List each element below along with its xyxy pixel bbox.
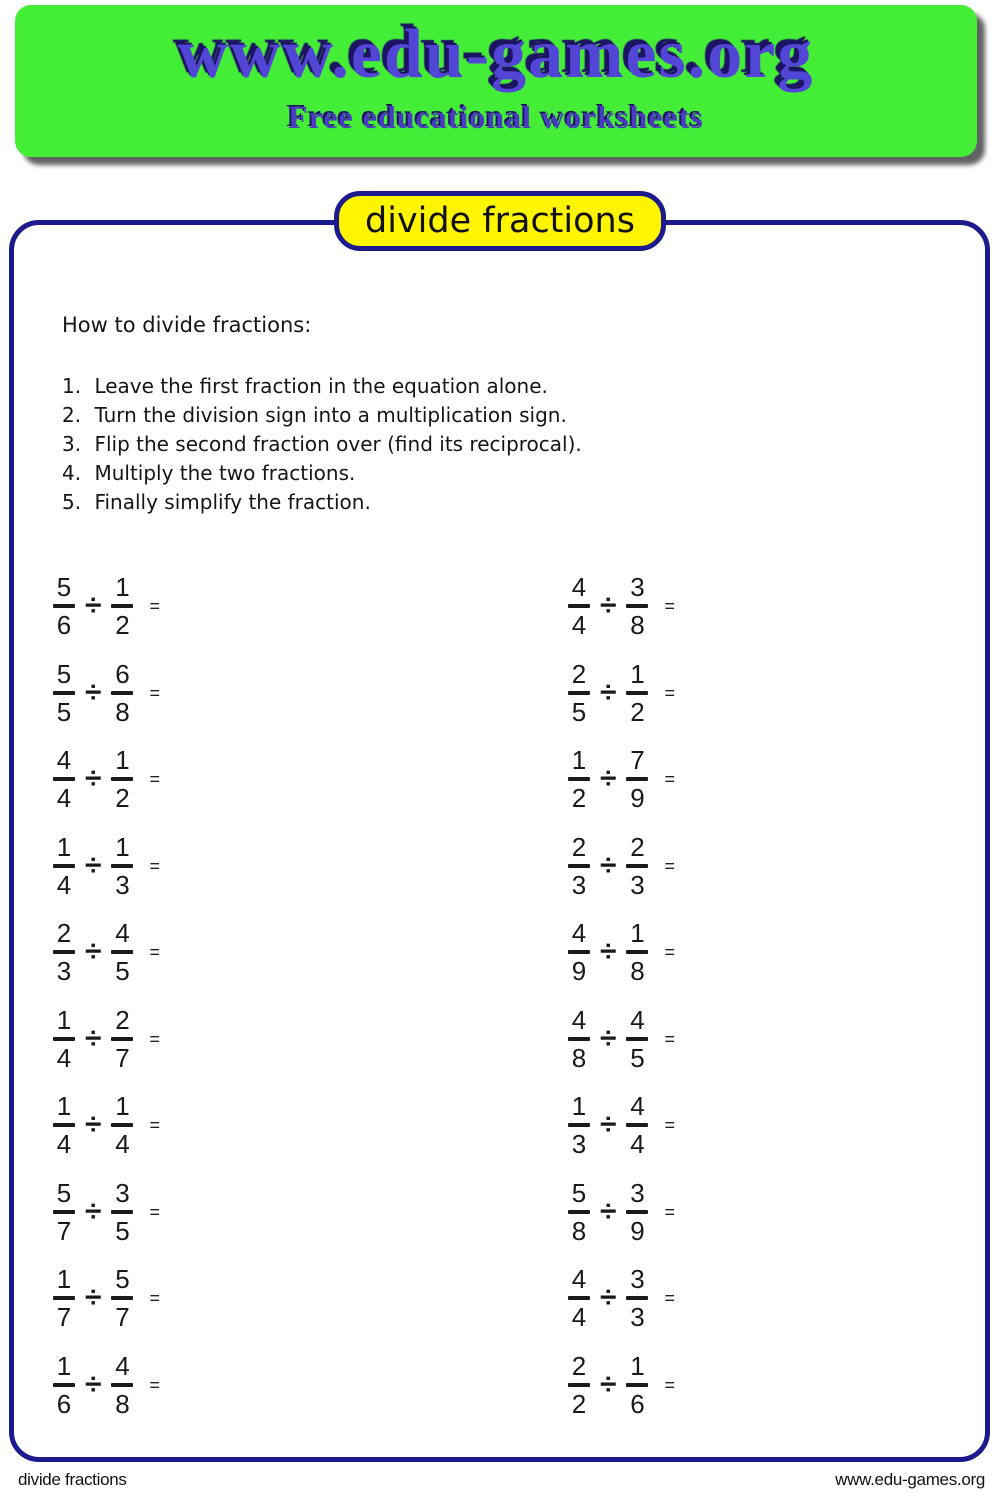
second-fraction <box>110 659 134 727</box>
division-sign: ÷ <box>85 1021 102 1055</box>
denominator-2: 2 <box>115 610 130 641</box>
numerator-1: 4 <box>571 1004 587 1035</box>
step-text: Multiply the two fractions. <box>94 461 356 485</box>
fraction-bar <box>568 1296 590 1300</box>
first-fraction <box>52 572 76 640</box>
fraction-bar <box>53 1123 75 1127</box>
denominator-2: 4 <box>115 1129 130 1160</box>
first-fraction <box>52 1264 76 1332</box>
numerator-1: 1 <box>56 831 72 862</box>
division-sign: ÷ <box>600 1281 617 1315</box>
denominator-2: 7 <box>115 1042 130 1073</box>
second-fraction <box>625 572 649 640</box>
first-fraction <box>52 832 76 900</box>
numerator-1: 4 <box>571 1264 587 1295</box>
second-fraction <box>110 1005 134 1073</box>
division-sign: ÷ <box>85 935 102 969</box>
numerator-1: 5 <box>56 1177 72 1208</box>
denominator-2: 9 <box>630 1215 645 1246</box>
equals-sign: = <box>664 769 675 790</box>
fraction-bar <box>568 950 590 954</box>
numerator-1: 4 <box>571 918 587 949</box>
worksheet-title-bubble <box>334 191 666 251</box>
second-fraction <box>625 659 649 727</box>
denominator-2: 3 <box>115 869 130 900</box>
second-fraction <box>625 1178 649 1246</box>
fraction-bar <box>53 777 75 781</box>
fraction-bar <box>53 864 75 868</box>
equals-sign: = <box>149 1374 160 1395</box>
first-fraction <box>52 918 76 986</box>
fraction-division-problem <box>567 909 675 996</box>
fraction-bar <box>568 1123 590 1127</box>
second-fraction <box>625 1351 649 1419</box>
denominator-1: 4 <box>56 1042 72 1073</box>
division-sign: ÷ <box>85 848 102 882</box>
fraction-bar <box>568 691 590 695</box>
division-sign: ÷ <box>85 1194 102 1228</box>
denominator-1: 5 <box>56 696 72 727</box>
denominator-2: 9 <box>630 783 645 814</box>
fraction-division-problem <box>567 563 675 650</box>
division-sign: ÷ <box>85 1367 102 1401</box>
numerator-2: 6 <box>115 658 130 689</box>
first-fraction <box>567 1264 591 1332</box>
first-fraction <box>567 918 591 986</box>
numerator-1: 5 <box>571 1177 587 1208</box>
fraction-bar <box>568 864 590 868</box>
step-text: Leave the first fraction in the equation alone. <box>94 374 548 398</box>
equals-sign: = <box>149 1288 160 1309</box>
denominator-1: 7 <box>56 1215 72 1246</box>
denominator-1: 4 <box>571 1302 587 1333</box>
instruction-steps <box>62 372 702 517</box>
fraction-bar <box>53 1296 75 1300</box>
equals-sign: = <box>149 1115 160 1136</box>
fraction-division-problem <box>52 1169 160 1256</box>
second-fraction <box>110 918 134 986</box>
division-sign: ÷ <box>600 762 617 796</box>
equals-sign: = <box>149 1028 160 1049</box>
division-sign: ÷ <box>85 762 102 796</box>
numerator-1: 1 <box>56 1004 72 1035</box>
second-fraction <box>110 1178 134 1246</box>
fraction-bar <box>626 950 648 954</box>
denominator-1: 3 <box>56 956 72 987</box>
fraction-division-problem <box>52 909 160 996</box>
second-fraction <box>110 832 134 900</box>
fraction-bar <box>626 777 648 781</box>
denominator-2: 6 <box>630 1388 645 1419</box>
denominator-1: 4 <box>56 783 72 814</box>
first-fraction <box>567 1351 591 1419</box>
fraction-bar <box>626 1037 648 1041</box>
denominator-2: 2 <box>630 696 645 727</box>
first-fraction <box>567 1091 591 1159</box>
fraction-division-problem <box>567 823 675 910</box>
instructions-section <box>62 312 702 517</box>
numerator-2: 4 <box>630 1091 645 1122</box>
denominator-2: 5 <box>115 956 130 987</box>
instruction-step <box>62 430 702 459</box>
fraction-bar <box>53 1037 75 1041</box>
fraction-bar <box>53 950 75 954</box>
denominator-2: 2 <box>115 783 130 814</box>
division-sign: ÷ <box>85 675 102 709</box>
equals-sign: = <box>664 942 675 963</box>
fraction-bar <box>568 1037 590 1041</box>
fraction-division-problem <box>52 1342 160 1429</box>
second-fraction <box>625 745 649 813</box>
equals-sign: = <box>664 1201 675 1222</box>
equals-sign: = <box>664 855 675 876</box>
fraction-division-problem <box>52 650 160 737</box>
denominator-1: 2 <box>571 783 587 814</box>
division-sign: ÷ <box>85 1281 102 1315</box>
second-fraction <box>110 1264 134 1332</box>
instruction-step <box>62 401 702 430</box>
equals-sign: = <box>149 596 160 617</box>
fraction-division-problem <box>567 1342 675 1429</box>
fraction-division-problem <box>567 1082 675 1169</box>
denominator-2: 8 <box>630 956 645 987</box>
division-sign: ÷ <box>600 1021 617 1055</box>
fraction-bar <box>626 604 648 608</box>
site-logo-text: www.edu-games.org <box>177 16 815 93</box>
second-fraction <box>625 1264 649 1332</box>
denominator-1: 9 <box>571 956 587 987</box>
numerator-2: 2 <box>115 1004 130 1035</box>
denominator-2: 7 <box>115 1302 130 1333</box>
denominator-1: 3 <box>571 869 587 900</box>
fraction-bar <box>111 1210 133 1214</box>
division-sign: ÷ <box>85 1108 102 1142</box>
instruction-step <box>62 459 702 488</box>
second-fraction <box>625 918 649 986</box>
numerator-1: 1 <box>56 1091 72 1122</box>
fraction-division-problem <box>567 736 675 823</box>
equals-sign: = <box>149 855 160 876</box>
denominator-1: 8 <box>571 1042 587 1073</box>
first-fraction <box>567 832 591 900</box>
problems-col-left <box>52 563 160 1428</box>
denominator-2: 4 <box>630 1129 645 1160</box>
fraction-division-problem <box>52 1082 160 1169</box>
fraction-bar <box>626 1296 648 1300</box>
denominator-1: 2 <box>571 1388 587 1419</box>
numerator-1: 2 <box>571 1350 587 1381</box>
denominator-2: 8 <box>115 696 130 727</box>
fraction-division-problem <box>567 1255 675 1342</box>
step-text: Finally simplify the fraction. <box>94 490 371 514</box>
fraction-bar <box>53 1383 75 1387</box>
fraction-bar <box>53 604 75 608</box>
numerator-1: 2 <box>56 918 72 949</box>
equals-sign: = <box>664 1374 675 1395</box>
denominator-1: 5 <box>571 696 587 727</box>
numerator-1: 1 <box>571 1091 587 1122</box>
equals-sign: = <box>664 1115 675 1136</box>
first-fraction <box>52 659 76 727</box>
division-sign: ÷ <box>600 935 617 969</box>
fraction-division-problem <box>52 823 160 910</box>
denominator-1: 3 <box>571 1129 587 1160</box>
numerator-2: 1 <box>115 572 130 603</box>
fraction-bar <box>626 1210 648 1214</box>
second-fraction <box>625 832 649 900</box>
numerator-2: 1 <box>115 1091 130 1122</box>
fraction-bar <box>111 777 133 781</box>
division-sign: ÷ <box>85 589 102 623</box>
second-fraction <box>110 572 134 640</box>
numerator-2: 7 <box>630 745 645 776</box>
denominator-1: 4 <box>571 610 587 641</box>
first-fraction <box>567 659 591 727</box>
denominator-2: 3 <box>630 1302 645 1333</box>
instruction-step <box>62 488 702 517</box>
numerator-1: 1 <box>56 1350 72 1381</box>
fraction-bar <box>568 777 590 781</box>
denominator-2: 3 <box>630 869 645 900</box>
division-sign: ÷ <box>600 675 617 709</box>
numerator-2: 4 <box>115 1350 130 1381</box>
fraction-division-problem <box>52 563 160 650</box>
equals-sign: = <box>664 596 675 617</box>
fraction-bar <box>111 691 133 695</box>
denominator-2: 8 <box>115 1388 130 1419</box>
numerator-2: 3 <box>630 572 645 603</box>
denominator-2: 5 <box>630 1042 645 1073</box>
numerator-1: 2 <box>571 658 587 689</box>
equals-sign: = <box>149 682 160 703</box>
instruction-step <box>62 372 702 401</box>
numerator-2: 4 <box>115 918 130 949</box>
numerator-1: 1 <box>56 1264 72 1295</box>
equals-sign: = <box>664 1288 675 1309</box>
fraction-division-problem <box>567 650 675 737</box>
step-text: Flip the second fraction over (find its reciprocal). <box>94 432 582 456</box>
first-fraction <box>52 1005 76 1073</box>
equals-sign: = <box>664 1028 675 1049</box>
first-fraction <box>567 572 591 640</box>
fraction-bar <box>568 1383 590 1387</box>
instructions-heading: How to divide fractions: <box>62 313 312 337</box>
division-sign: ÷ <box>600 1194 617 1228</box>
numerator-1: 2 <box>571 831 587 862</box>
numerator-2: 1 <box>115 745 130 776</box>
fraction-bar <box>53 691 75 695</box>
second-fraction <box>625 1005 649 1073</box>
division-sign: ÷ <box>600 848 617 882</box>
fraction-bar <box>626 1383 648 1387</box>
denominator-2: 5 <box>115 1215 130 1246</box>
denominator-1: 6 <box>56 610 72 641</box>
step-number: 5. <box>62 490 88 514</box>
denominator-1: 4 <box>56 1129 72 1160</box>
first-fraction <box>567 745 591 813</box>
step-number: 2. <box>62 403 88 427</box>
fraction-bar <box>626 691 648 695</box>
site-tagline: Free educational worksheets <box>288 99 704 135</box>
numerator-1: 5 <box>56 572 72 603</box>
step-number: 4. <box>62 461 88 485</box>
fraction-bar <box>111 604 133 608</box>
fraction-bar <box>111 864 133 868</box>
first-fraction <box>567 1178 591 1246</box>
denominator-1: 4 <box>56 869 72 900</box>
numerator-2: 3 <box>630 1264 645 1295</box>
footer-site-url: www.edu-games.org <box>835 1470 985 1489</box>
numerator-2: 2 <box>630 831 645 862</box>
fraction-bar <box>111 1123 133 1127</box>
denominator-1: 6 <box>56 1388 72 1419</box>
fraction-division-problem <box>567 1169 675 1256</box>
first-fraction <box>52 745 76 813</box>
fraction-bar <box>111 1383 133 1387</box>
division-sign: ÷ <box>600 1367 617 1401</box>
numerator-2: 4 <box>630 1004 645 1035</box>
fraction-division-problem <box>52 996 160 1083</box>
numerator-1: 4 <box>571 572 587 603</box>
first-fraction <box>52 1178 76 1246</box>
fraction-division-problem <box>567 996 675 1083</box>
fraction-division-problem <box>52 736 160 823</box>
fraction-bar <box>568 604 590 608</box>
denominator-2: 8 <box>630 610 645 641</box>
first-fraction <box>52 1091 76 1159</box>
numerator-2: 1 <box>630 658 645 689</box>
fraction-bar <box>626 864 648 868</box>
division-sign: ÷ <box>600 589 617 623</box>
fraction-division-problem <box>52 1255 160 1342</box>
second-fraction <box>110 745 134 813</box>
fraction-bar <box>111 1037 133 1041</box>
numerator-2: 3 <box>115 1177 130 1208</box>
equals-sign: = <box>149 942 160 963</box>
numerator-1: 1 <box>571 745 587 776</box>
numerator-2: 3 <box>630 1177 645 1208</box>
step-number: 1. <box>62 374 88 398</box>
division-sign: ÷ <box>600 1108 617 1142</box>
site-banner <box>15 5 977 157</box>
numerator-2: 5 <box>115 1264 130 1295</box>
equals-sign: = <box>149 769 160 790</box>
problems-col-right <box>567 563 675 1428</box>
second-fraction <box>625 1091 649 1159</box>
step-number: 3. <box>62 432 88 456</box>
fraction-bar <box>111 950 133 954</box>
denominator-1: 7 <box>56 1302 72 1333</box>
page-footer <box>0 1466 1000 1496</box>
footer-worksheet-name: divide fractions <box>18 1470 127 1489</box>
fraction-bar <box>53 1210 75 1214</box>
numerator-1: 4 <box>56 745 72 776</box>
first-fraction <box>567 1005 591 1073</box>
second-fraction <box>110 1091 134 1159</box>
fraction-bar <box>568 1210 590 1214</box>
first-fraction <box>52 1351 76 1419</box>
denominator-1: 8 <box>571 1215 587 1246</box>
numerator-2: 1 <box>115 831 130 862</box>
step-text: Turn the division sign into a multiplication sign. <box>94 403 567 427</box>
fraction-bar <box>111 1296 133 1300</box>
numerator-2: 1 <box>630 1350 645 1381</box>
fraction-bar <box>626 1123 648 1127</box>
second-fraction <box>110 1351 134 1419</box>
equals-sign: = <box>664 682 675 703</box>
worksheet-title: divide fractions <box>365 201 635 241</box>
numerator-2: 1 <box>630 918 645 949</box>
equals-sign: = <box>149 1201 160 1222</box>
numerator-1: 5 <box>56 658 72 689</box>
